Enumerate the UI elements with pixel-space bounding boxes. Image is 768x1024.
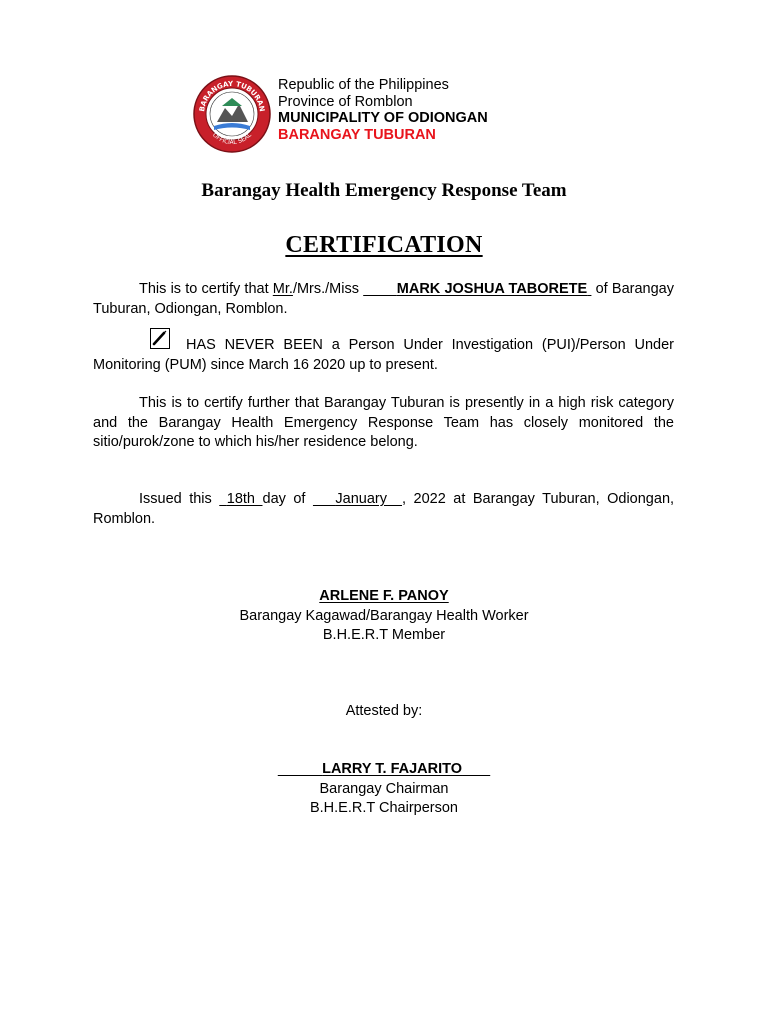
certify-prefix: This is to certify that [139,281,273,297]
certification-title: CERTIFICATION [285,232,483,258]
person-name-text: MARK JOSHUA TABORETE [396,281,588,297]
letterhead-republic: Republic of the Philippines [278,77,449,93]
seal-bottom-text: OFFICIAL SEAL [211,131,253,147]
member-role: B.H.E.R.T Member [322,627,446,643]
chairperson-name [278,761,490,777]
certify-paragraph [93,280,674,319]
letterhead-municipality: MUNICIPALITY OF ODIONGAN [278,110,488,126]
issued-month-text: January [335,491,388,507]
barangay-seal-icon [192,74,272,154]
further-certify-paragraph [93,394,674,453]
issued-day-text: 18th [226,491,255,507]
seal-top-text: BARANGAY TUBURAN [198,79,266,113]
certified-person-name [363,281,591,297]
honorific-mr: Mr. [272,281,293,297]
signatory-chairperson [0,760,768,819]
letterhead [278,77,488,143]
chairperson-title: Barangay Chairman [319,780,449,797]
letterhead-province: Province of Romblon [278,93,413,110]
chairperson-role: B.H.E.R.T Chairperson [309,800,458,816]
certify-suffix: of Barangay Tuburan, Odiongan, Romblon. [93,281,674,317]
further-certify-text: This is to certify further that Barangay Tuburan is presently in a high risk category and the Barangay Health Emergency Response Team has closely monitored the sitio/purok/zone to which his/her residence belong. [93,395,674,450]
member-name: ARLENE F. PANOY [319,588,449,604]
issued-paragraph [93,490,674,529]
team-title: Barangay Health Emergency Response Team [201,180,567,201]
issued-prefix: Issued this [139,491,220,507]
issued-middle: day of [262,491,313,507]
honorific-options: /Mrs./Miss [292,281,364,297]
issued-suffix: , 2022 at Barangay Tuburan, Odiongan, Romblon. [93,491,675,527]
pui-statement: HAS NEVER BEEN a Person Under Investigation (PUI)/Person Under Monitoring (PUM) since March 16 2020 up to present. [93,337,674,373]
member-title: Barangay Kagawad/Barangay Health Worker [239,607,529,624]
issued-month [313,491,402,507]
issued-day [219,491,262,507]
pui-paragraph [93,336,674,375]
chairperson-name-line [0,760,768,780]
attested-by-label: Attested by: [345,703,423,719]
signatory-member [0,587,768,646]
chairperson-name-text: LARRY T. FAJARITO [322,761,463,777]
letterhead-barangay: BARANGAY TUBURAN [278,126,436,143]
certification-heading [0,232,768,259]
